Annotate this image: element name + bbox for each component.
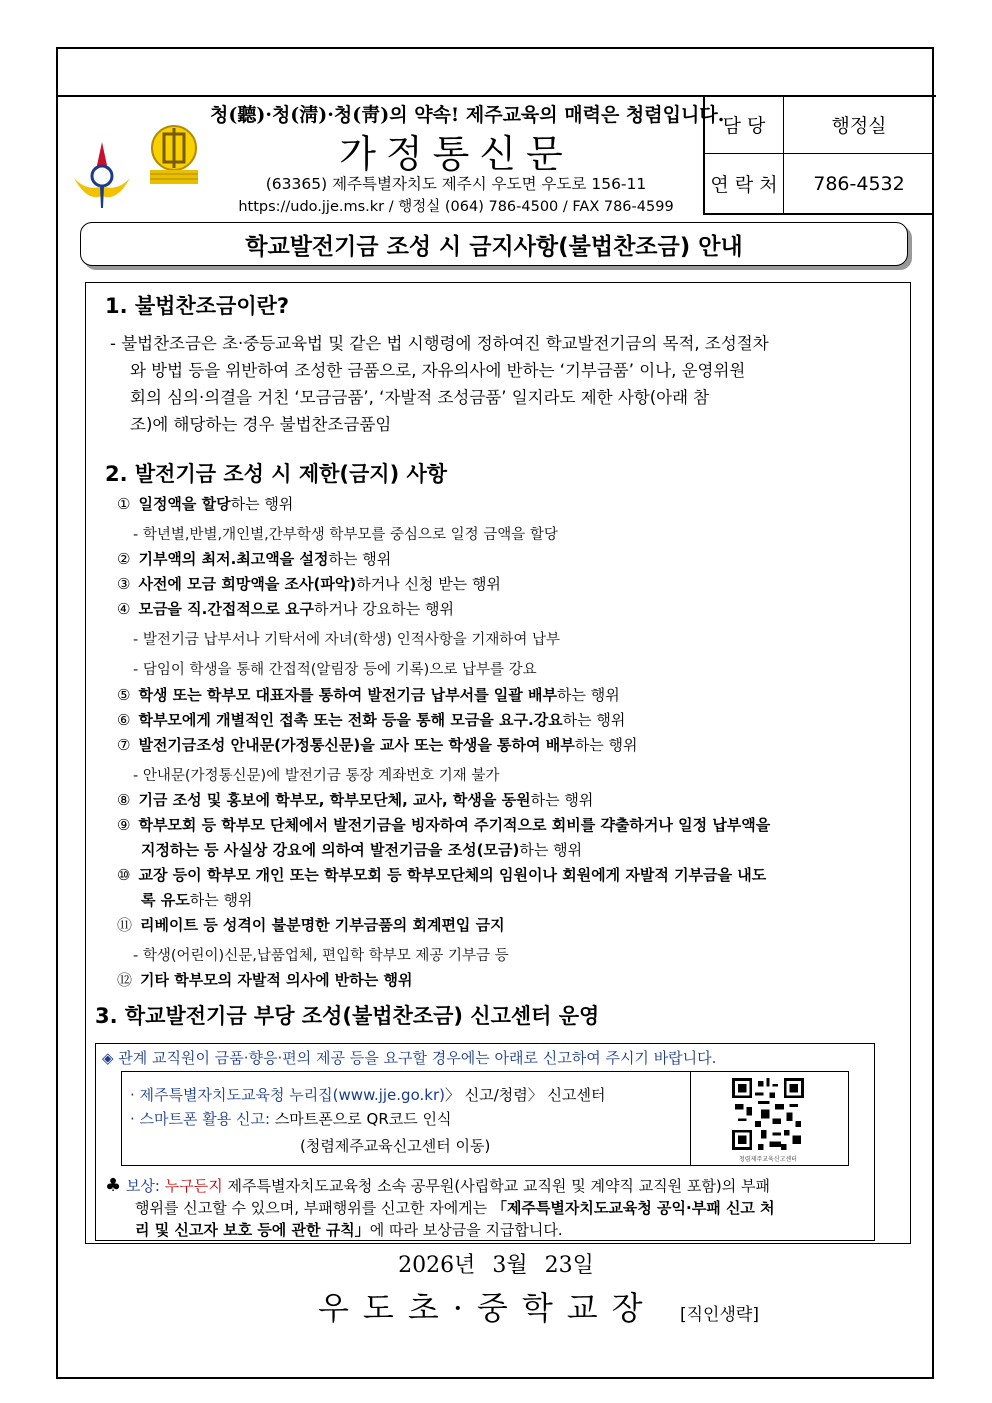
restriction-item-rest: 하는 행위 — [328, 550, 392, 568]
reward-text-1: 제주특별자치도교육청 소속 공무원(사립학교 교직원 및 계약직 교직원 포함)의 부패 — [222, 1177, 770, 1195]
section1-line: - 불법찬조금은 초·중등교육법 및 같은 법 시행령에 정하여진 학교발전기금의 목적, 조성절차 — [110, 334, 769, 353]
contact-table — [703, 95, 934, 215]
restriction-item — [117, 548, 391, 569]
reward-regulation: 「제주특별자치도교육청 공익·부패 신고 처 — [491, 1199, 775, 1217]
restriction-item — [117, 864, 766, 885]
subject-banner: 학교발전기금 조성 시 금지사항(불법찬조금) 안내 — [80, 222, 908, 266]
restriction-item — [117, 734, 637, 755]
reward-line — [105, 1197, 875, 1219]
reward-regulation-cont: 리 및 신고자 보호 등에 관한 규칙」 — [135, 1221, 370, 1239]
qr-caption: 청렴제주교육신고센터 — [739, 1156, 797, 1163]
section1-line: 조)에 해당하는 경우 불법찬조금품임 — [130, 415, 392, 434]
restriction-item-rest: 하거나 강요하는 행위 — [314, 600, 454, 618]
charge-value: 행정실 — [831, 114, 887, 137]
website-path: 〉 신고/청렴〉 신고센터 — [444, 1086, 606, 1104]
restriction-number: ⑥ — [117, 711, 131, 729]
restriction-item-bold: 기부액의 최저.최고액을 설정 — [138, 550, 329, 568]
restriction-item-bold: 일정액을 할당 — [138, 495, 231, 513]
reward-anyone: 누구든지 — [164, 1177, 223, 1195]
restriction-item — [117, 969, 412, 990]
restriction-number: ⑩ — [117, 866, 131, 884]
section1-paragraph — [110, 330, 906, 438]
restriction-number: ⑨ — [117, 816, 131, 834]
contact-value: 786-4532 — [813, 172, 905, 195]
section2-heading: 2. 발전기금 조성 시 제한(금지) 사항 — [105, 462, 448, 486]
restriction-item-rest: 하는 행위 — [574, 736, 638, 754]
club-icon: ♣ — [105, 1175, 122, 1196]
restriction-item — [117, 814, 770, 835]
section1-line: 와 방법 등을 위반하여 조성한 금품으로, 자유의사에 반하는 ‘기부금품’ 이나, 운영위원 — [130, 361, 746, 380]
restriction-subitem: - 학년별,반별,개인별,간부학생 학부모를 중심으로 일정 금액을 할당 — [133, 527, 558, 543]
restriction-item-bold: 리베이트 등 성격이 불분명한 기부금품의 회계편입 금지 — [140, 916, 505, 934]
restriction-item — [117, 598, 454, 619]
report-line-website — [130, 1084, 605, 1105]
reward-line — [105, 1219, 875, 1241]
restriction-subitem: - 발전기금 납부서나 기탁서에 자녀(학생) 인적사항을 기재하여 납부 — [133, 632, 560, 648]
section1-heading: 1. 불법찬조금이란? — [105, 294, 290, 318]
restriction-item — [117, 573, 501, 594]
restriction-number: ④ — [117, 600, 131, 618]
restriction-item-bold: 교장 등이 학부모 개인 또는 학부모회 등 학부모단체의 임원이나 회원에게 자발적 기부금을 내도 — [138, 866, 767, 884]
restriction-item — [117, 914, 505, 935]
school-contact: https://udo.jje.ms.kr / 행정실 (064) 786-4500 / FAX 786-4599 — [238, 199, 674, 215]
restriction-item-bold: 학부모회 등 학부모 단체에서 발전기금을 빙자하여 주기적으로 회비를 갹출하거나 일정 납부액을 — [138, 816, 771, 834]
report-line-smartphone — [130, 1108, 451, 1129]
restriction-subitem: - 담임이 학생을 통해 간접적(알림장 등에 기록)으로 납부를 강요 — [133, 662, 537, 678]
school-emblem-icon — [72, 140, 132, 210]
qr-code[interactable] — [730, 1078, 806, 1162]
restriction-item — [141, 839, 582, 860]
restriction-item — [117, 709, 625, 730]
website-link[interactable]: · 제주특별자치도교육청 누리집(www.jje.go.kr) — [130, 1086, 445, 1104]
reward-label: 보상: — [125, 1177, 160, 1195]
section3-heading: 3. 학교발전기금 부당 조성(불법찬조금) 신고센터 운영 — [95, 1004, 600, 1028]
restriction-item — [117, 493, 293, 514]
report-line-center: (청렴제주교육신고센터 이동) — [300, 1137, 491, 1155]
restriction-subitem: - 안내문(가정통신문)에 발전기금 통장 계좌번호 기재 불가 — [133, 768, 500, 784]
section1-line: 회의 심의·의결을 거친 ‘모금금품’, ‘자발적 조성금품’ 일지라도 제한 사항(아래 참 — [130, 388, 710, 407]
restriction-number: ⑫ — [117, 971, 133, 989]
principal-name: 우도초·중학교장 — [318, 1289, 657, 1327]
smartphone-text: 스마트폰으로 QR코드 인식 — [270, 1110, 452, 1128]
charge-label: 담 당 — [705, 95, 784, 153]
restriction-item-rest: 하는 행위 — [230, 495, 294, 513]
restriction-item-rest: 하거나 신청 받는 행위 — [356, 575, 501, 593]
report-notice: ◈ 관계 교직원이 금품·향응·편의 제공 등을 요구할 경우에는 아래로 신고하여 주시기 바랍니다. — [102, 1049, 717, 1067]
restriction-item-rest: 하는 행위 — [530, 791, 594, 809]
restriction-item-rest: 하는 행위 — [562, 711, 626, 729]
restriction-number: ⑦ — [117, 736, 131, 754]
restriction-item-bold: 록 유도 — [141, 891, 190, 909]
restriction-item-bold: 모금을 직.간접적으로 요구 — [138, 600, 314, 618]
report-divider — [690, 1071, 691, 1166]
restriction-item-rest: 하는 행위 — [556, 686, 620, 704]
restriction-item — [117, 789, 593, 810]
document-title: 가정통신문 — [339, 132, 573, 176]
school-address: (63365) 제주특별자치도 제주시 우도면 우도로 156-11 — [265, 175, 647, 193]
restriction-item-bold: 기금 조성 및 홍보에 학부모, 학부모단체, 교사, 학생을 동원 — [138, 791, 531, 809]
restriction-item-rest: 하는 행위 — [519, 841, 583, 859]
qr-code-icon — [730, 1078, 806, 1150]
restriction-item-bold: 지정하는 등 사실상 강요에 의하여 발전기금을 조성(모금) — [141, 841, 520, 859]
restriction-item — [141, 889, 252, 910]
restriction-item — [117, 684, 620, 705]
restriction-item-bold: 학부모에게 개별적인 접촉 또는 전화 등을 통해 모금을 요구.강요 — [138, 711, 563, 729]
reward-text-3: 에 따라 보상금을 지급합니다. — [369, 1221, 563, 1239]
reward-paragraph — [105, 1175, 875, 1241]
contact-label: 연 락 처 — [705, 154, 784, 213]
restriction-item-bold: 발전기금조성 안내문(가정통신문)을 교사 또는 학생을 통하여 배부 — [138, 736, 575, 754]
restriction-number: ⑪ — [117, 916, 133, 934]
restriction-item-bold: 기타 학부모의 자발적 의사에 반하는 행위 — [140, 971, 413, 989]
restriction-number: ① — [117, 495, 131, 513]
restriction-item-bold: 사전에 모금 희망액을 조사(파악) — [138, 575, 357, 593]
reward-line — [105, 1175, 875, 1197]
restriction-number: ② — [117, 550, 131, 568]
seal-note: [직인생략] — [680, 1305, 759, 1325]
smartphone-label: · 스마트폰 활용 신고: — [130, 1110, 271, 1128]
school-logo-icon — [144, 120, 204, 190]
restriction-subitem: - 학생(어린이)신문,납품업체, 편입학 학부모 제공 기부금 등 — [133, 948, 509, 964]
restriction-item-rest: 하는 행위 — [189, 891, 253, 909]
reward-text-2: 행위를 신고할 수 있으며, 부패행위를 신고한 자에게는 — [135, 1199, 492, 1217]
restriction-number: ③ — [117, 575, 131, 593]
restriction-number: ⑤ — [117, 686, 131, 704]
restriction-item-bold: 학생 또는 학부모 대표자를 통하여 발전기금 납부서를 일괄 배부 — [138, 686, 557, 704]
restriction-number: ⑧ — [117, 791, 131, 809]
integrity-motto: 청(聽)·청(淸)·청(靑)의 약속! 제주교육의 매력은 청렴입니다. — [210, 104, 725, 126]
issue-date: 2026년 3월 23일 — [398, 1253, 594, 1278]
